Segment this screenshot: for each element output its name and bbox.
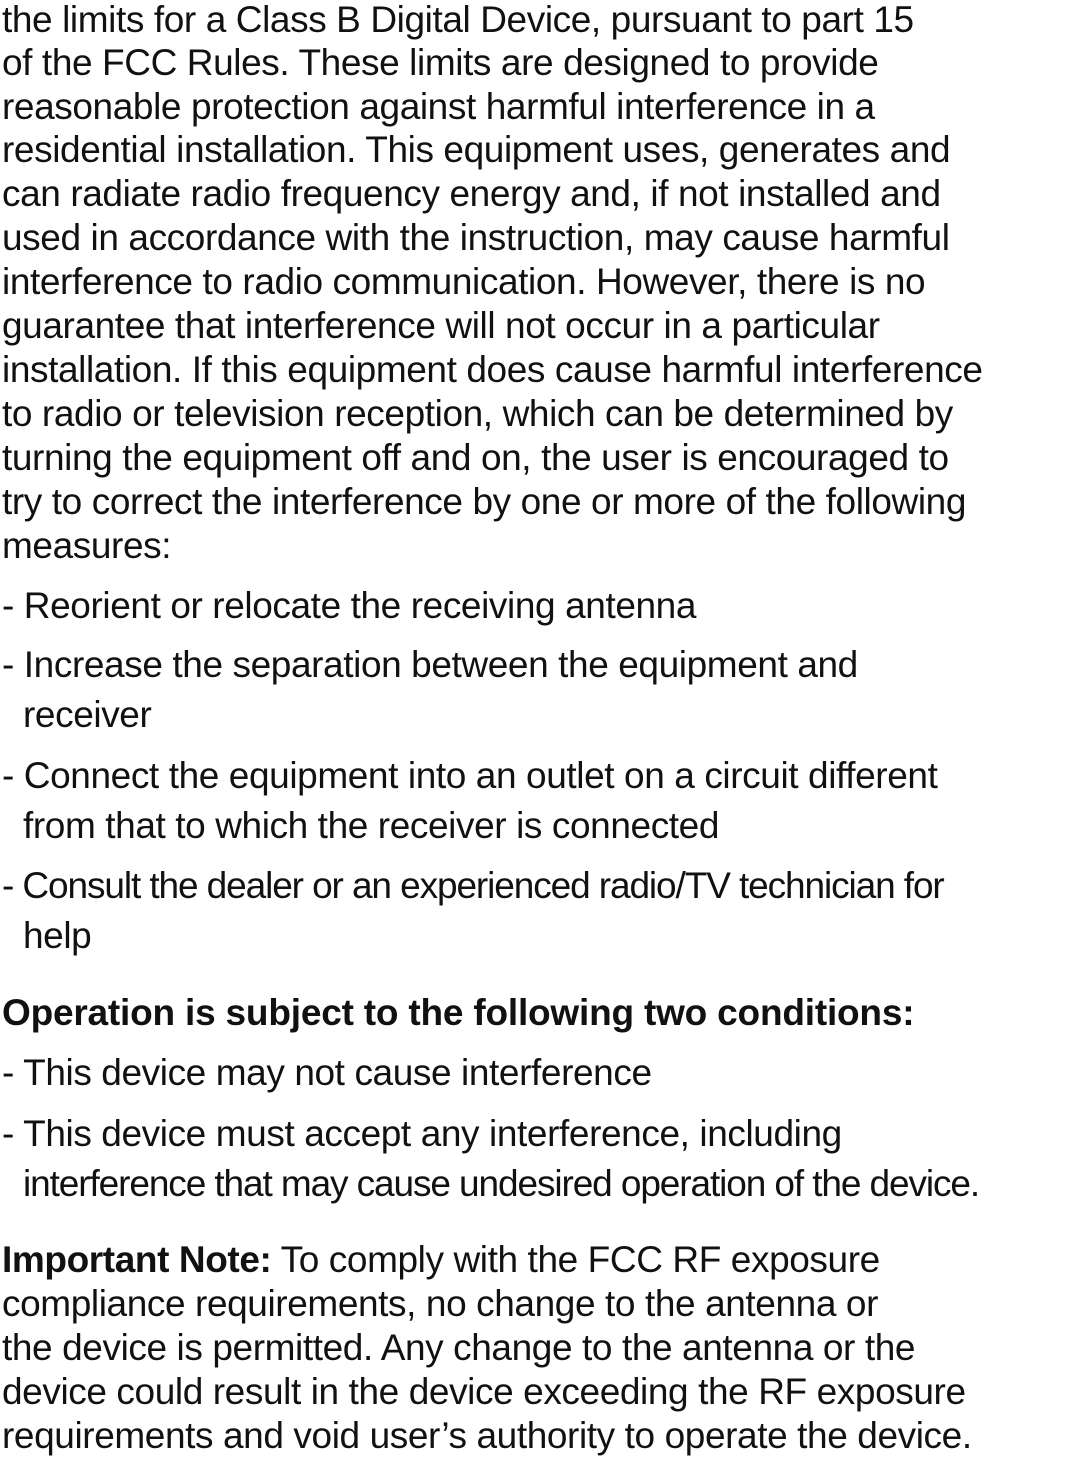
intro-line: installation. If this equipment does cause harmful interference (2, 349, 983, 390)
measure-item: - Reorient or relocate the receiving antenna (2, 585, 697, 626)
conditions-heading: Operation is subject to the following two conditions: (2, 992, 915, 1033)
important-note-line: the device is permitted. Any change to the antenna or the (2, 1327, 916, 1368)
measure-item-continuation: from that to which the receiver is connected (23, 805, 720, 846)
measure-item-continuation: receiver (23, 694, 152, 735)
intro-line: to radio or television reception, which can be determined by (2, 393, 953, 434)
intro-line: of the FCC Rules. These limits are designed to provide (2, 42, 879, 83)
intro-line: used in accordance with the instruction, may cause harmful (2, 217, 950, 258)
condition-item: - This device may not cause interference (2, 1052, 652, 1093)
intro-line: guarantee that interference will not occur in a particular (2, 305, 880, 346)
intro-line: measures: (2, 525, 172, 566)
intro-line: the limits for a Class B Digital Device, pursuant to part 15 (2, 0, 914, 40)
important-note-label: Important Note: (2, 1239, 272, 1280)
intro-line: interference to radio communication. However, there is no (2, 261, 926, 302)
important-note-text: To comply with the FCC RF exposure (271, 1239, 880, 1280)
measure-item: - Increase the separation between the equipment and (2, 644, 858, 685)
condition-item: - This device must accept any interference, including (2, 1113, 842, 1154)
intro-line: reasonable protection against harmful interference in a (2, 86, 875, 127)
condition-item-continuation: interference that may cause undesired operation of the device. (23, 1163, 980, 1204)
measure-item: - Connect the equipment into an outlet on a circuit different (2, 755, 938, 796)
important-note-line: requirements and void user’s authority to operate the device. (2, 1415, 972, 1456)
intro-line: can radiate radio frequency energy and, if not installed and (2, 173, 941, 214)
intro-line: turning the equipment off and on, the user is encouraged to (2, 437, 949, 478)
important-note-line: device could result in the device exceeding the RF exposure (2, 1371, 966, 1412)
intro-line: try to correct the interference by one or more of the following (2, 481, 967, 522)
measure-item-continuation: help (23, 915, 92, 956)
intro-line: residential installation. This equipment uses, generates and (2, 129, 951, 170)
measure-item: - Consult the dealer or an experienced radio/TV technician for (2, 865, 944, 906)
important-note-line: compliance requirements, no change to the antenna or (2, 1283, 878, 1324)
important-note-first-line (2, 1238, 880, 1282)
